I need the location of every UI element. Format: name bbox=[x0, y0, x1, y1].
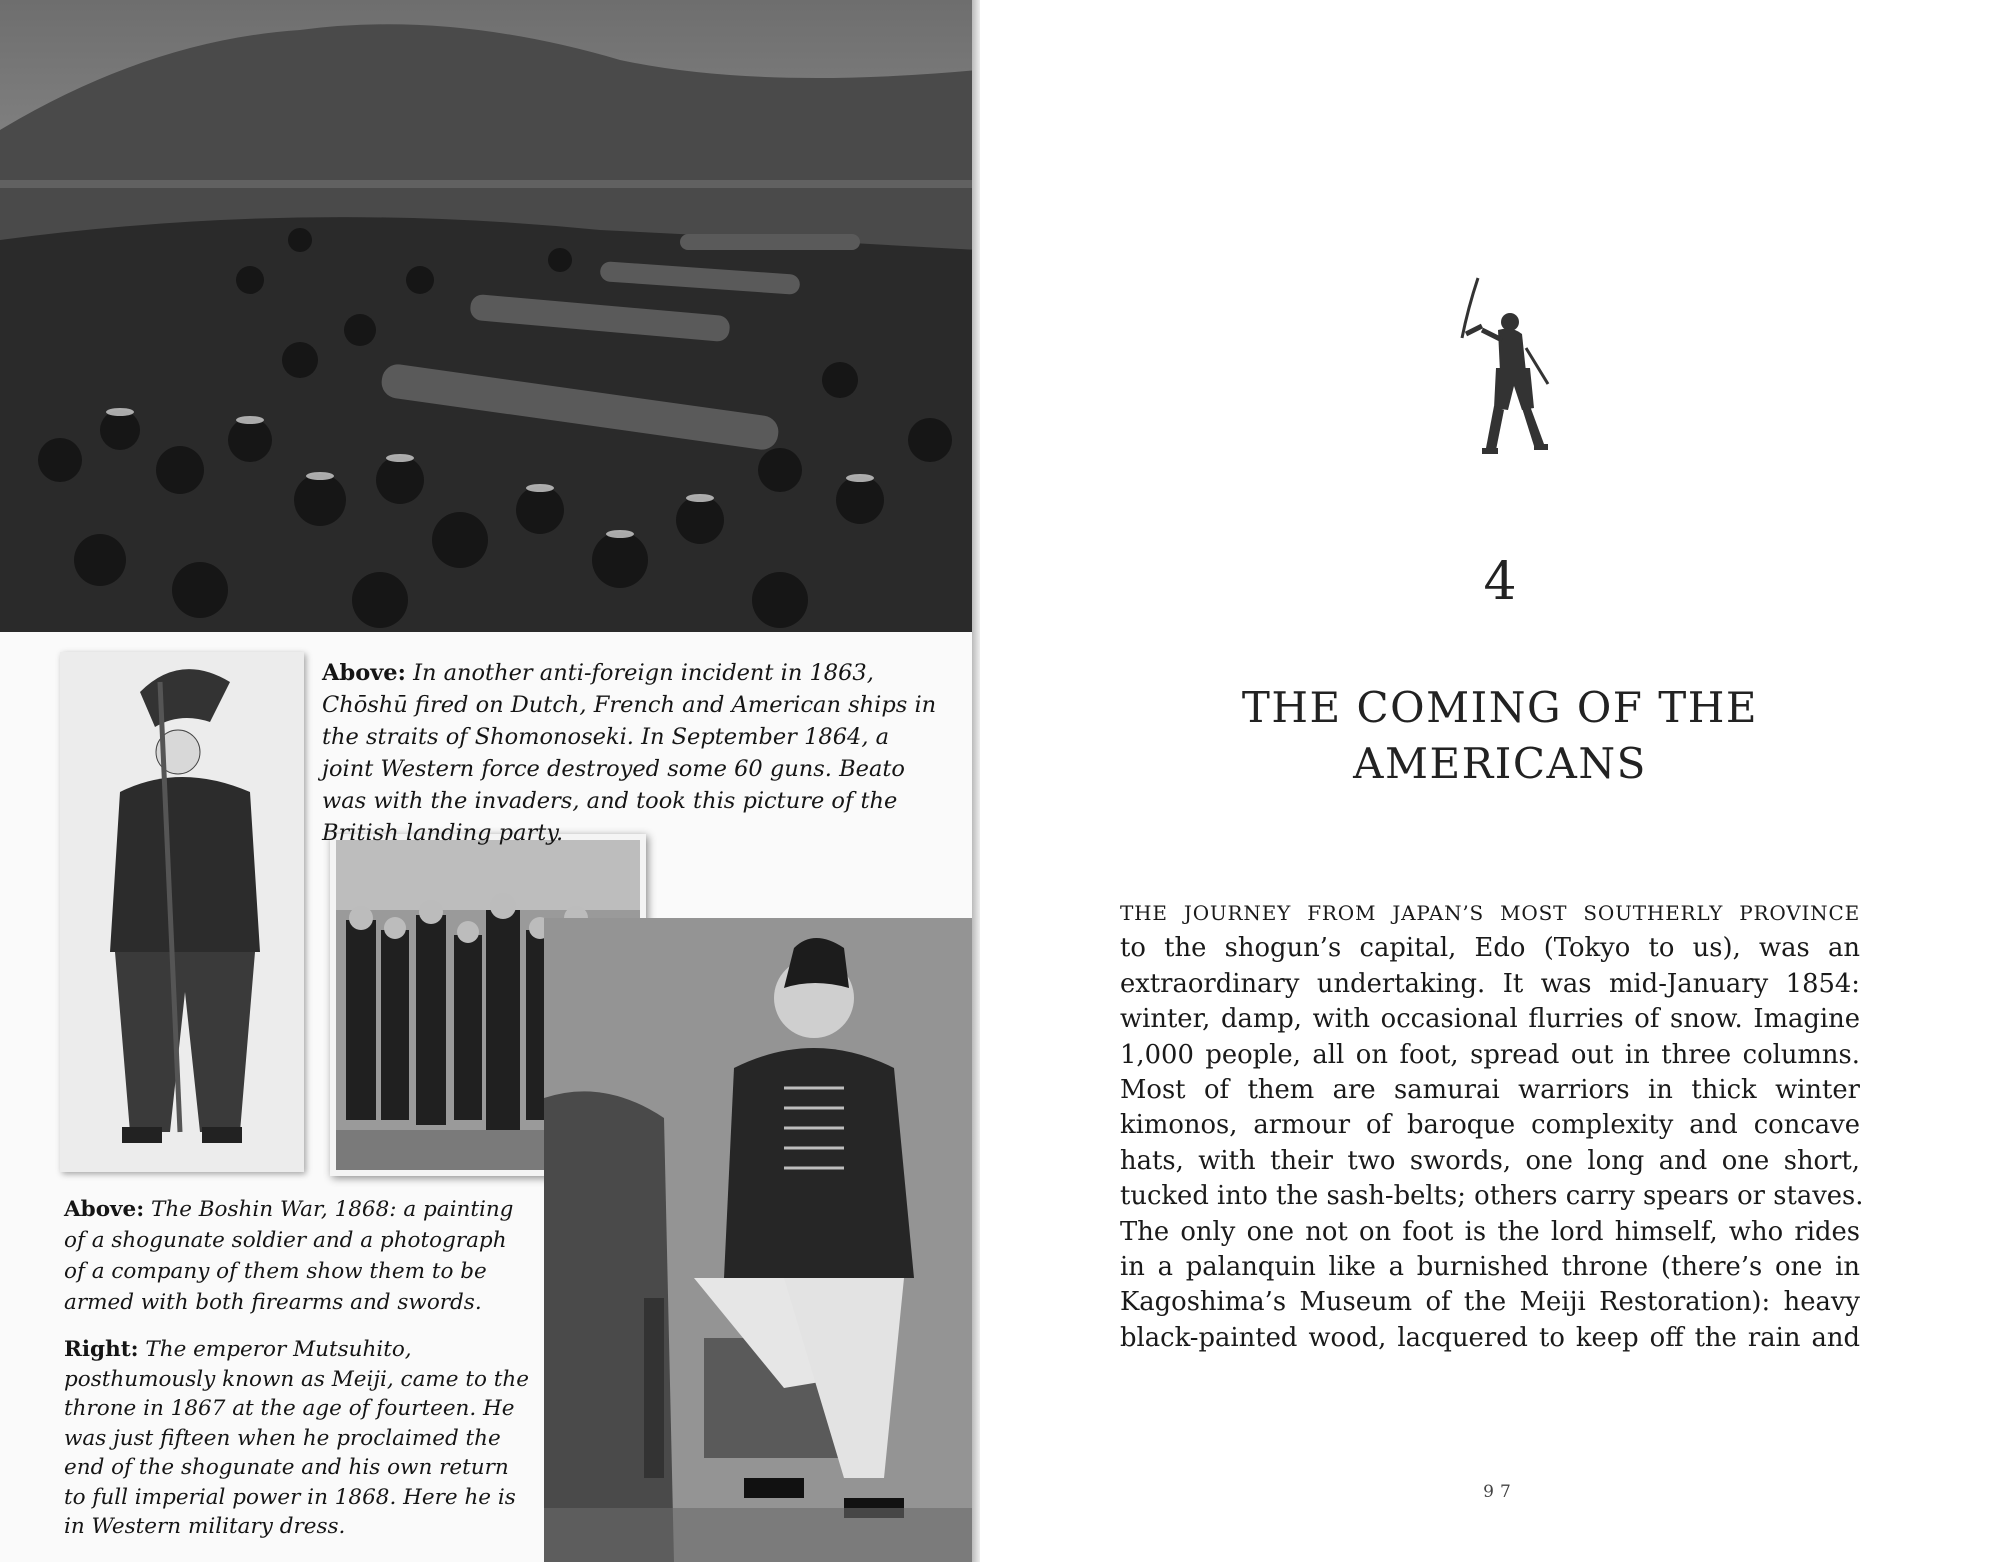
caption-text: The emperor Mutsuhito, posthumously known as Meiji, came to the throne in 1867 at the age of fourteen. He was just fifteen when he proclaimed the end of the shogunate and his own return to full imperial power in 1868. Here he is in Western military dress. bbox=[64, 1337, 529, 1539]
chapter-title-line: THE COMING OF THE bbox=[1241, 683, 1759, 732]
body-line: to the shogun’s capital, Edo (Tokyo to us), was an bbox=[1120, 933, 1860, 964]
caption-emperor bbox=[64, 1335, 534, 1542]
caption-landing-party bbox=[322, 657, 942, 849]
body-line: Most of them are samurai warriors in thick winter bbox=[1120, 1075, 1860, 1106]
caption-boshin-war bbox=[64, 1194, 524, 1318]
chapter-body-text bbox=[1120, 896, 1864, 1356]
body-line: in a palanquin like a burnished throne (there’s one in bbox=[1120, 1252, 1860, 1283]
body-line: hats, with their two swords, one long and one short, bbox=[1120, 1145, 1860, 1176]
body-line: black-painted wood, lacquered to keep off the rain and bbox=[1120, 1322, 1860, 1353]
body-line: extraordinary undertaking. It was mid-January 1854: bbox=[1120, 968, 1860, 999]
body-line: The only one not on foot is the lord himself, who rides bbox=[1120, 1216, 1860, 1247]
shogunate-soldier-painting bbox=[60, 652, 304, 1172]
caption-lead: Above: bbox=[322, 660, 406, 686]
page-number: 97 bbox=[1483, 1482, 1517, 1502]
caption-text: In another anti-foreign incident in 1863, Chōshū fired on Dutch, French and American ships in the straits of Shomonoseki. In September 1864, a joint Western force destroyed some 60 guns. Beato was with the invaders, and took this picture of the British landing party. bbox=[322, 660, 937, 846]
left-page bbox=[0, 0, 978, 1562]
body-opening-line: THE JOURNEY FROM JAPAN’S MOST SOUTHERLY PROVINCE bbox=[1120, 901, 1860, 925]
caption-lead: Right: bbox=[64, 1337, 139, 1362]
chapter-title-line: AMERICANS bbox=[1353, 739, 1647, 788]
body-line: kimonos, armour of baroque complexity and concave bbox=[1120, 1110, 1860, 1141]
chapter-title bbox=[1140, 680, 1860, 792]
caption-text: The Boshin War, 1868: a painting of a shogunate soldier and a photograph of a company of them show them to be armed with both firearms and swords. bbox=[64, 1197, 514, 1315]
chapter-number: 4 bbox=[1483, 552, 1517, 612]
body-line: tucked into the sash-belts; others carry spears or staves. bbox=[1120, 1181, 1864, 1212]
body-line: 1,000 people, all on foot, spread out in three columns. bbox=[1120, 1039, 1860, 1070]
landing-party-photo bbox=[0, 0, 978, 632]
emperor-meiji-photo bbox=[544, 918, 978, 1562]
book-gutter bbox=[972, 0, 980, 1562]
caption-lead: Above: bbox=[64, 1197, 145, 1222]
body-line: winter, damp, with occasional flurries of snow. Imagine bbox=[1120, 1004, 1860, 1035]
body-line: Kagoshima’s Museum of the Meiji Restoration): heavy bbox=[1120, 1287, 1860, 1318]
samurai-silhouette-icon bbox=[1438, 268, 1550, 468]
